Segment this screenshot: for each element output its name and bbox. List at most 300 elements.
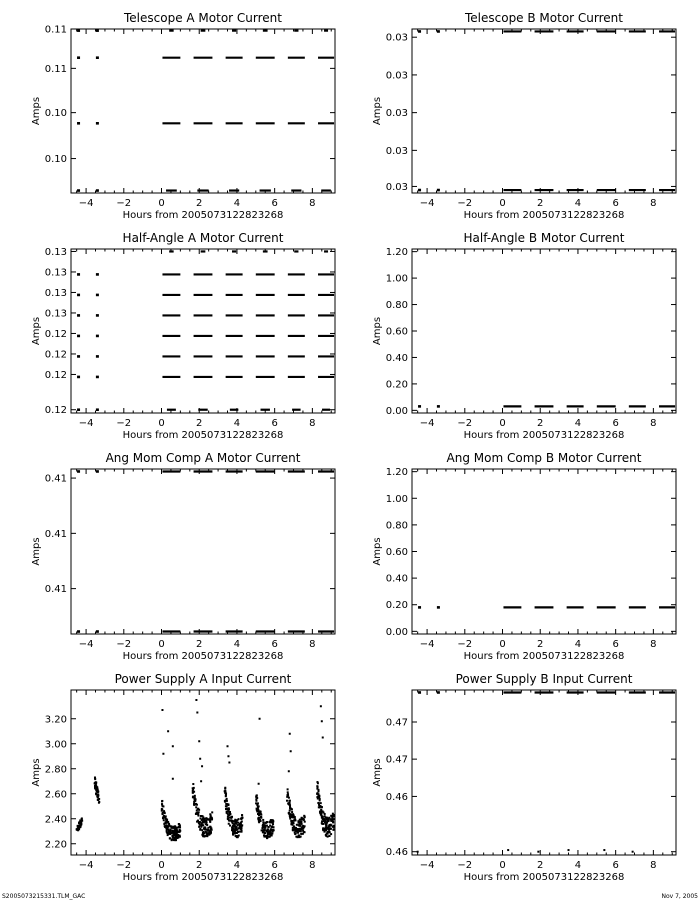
- data-point: [205, 823, 207, 825]
- data-point: [233, 820, 235, 822]
- data-point: [96, 790, 98, 792]
- data-point: [197, 812, 199, 814]
- data-point: [77, 630, 80, 633]
- data-point: [291, 808, 293, 810]
- y-tick-label: 1.00: [385, 493, 408, 505]
- data-point: [229, 825, 231, 827]
- x-tick-label: 0: [158, 418, 165, 429]
- data-point: [292, 820, 294, 822]
- data-point: [240, 825, 242, 827]
- x-axis-label: Hours from 2005073122823268: [463, 872, 625, 883]
- y-tick-label: 0.00: [385, 405, 408, 417]
- data-point: [205, 835, 207, 837]
- x-tick-label: 2: [196, 418, 203, 429]
- data-point: [77, 294, 80, 297]
- data-point: [437, 606, 440, 609]
- y-tick-label: 1.20: [385, 467, 408, 479]
- data-point: [301, 828, 303, 830]
- data-point: [170, 832, 172, 834]
- data-layer: [77, 29, 334, 192]
- y-tick-label: 0.41: [44, 584, 67, 596]
- y-tick-label: 0.80: [385, 300, 408, 312]
- data-point: [200, 817, 202, 819]
- data-point: [225, 795, 227, 797]
- data-point: [177, 836, 179, 838]
- data-point: [300, 836, 302, 838]
- data-point: [230, 819, 232, 821]
- y-tick-label: 0.41: [44, 528, 67, 540]
- y-tick-label: 0.13: [44, 267, 67, 279]
- x-tick-label: 8: [309, 198, 316, 209]
- data-point: [96, 29, 99, 32]
- data-point: [299, 819, 301, 821]
- data-point: [203, 826, 205, 828]
- data-point: [232, 833, 234, 835]
- data-point: [226, 798, 228, 800]
- data-point: [241, 814, 243, 816]
- data-point: [257, 817, 259, 819]
- data-point: [96, 335, 99, 338]
- data-point: [323, 828, 325, 830]
- data-point: [199, 824, 201, 826]
- data-point: [96, 408, 99, 411]
- x-tick-label: 8: [650, 639, 657, 650]
- data-point: [260, 811, 262, 813]
- data-outlier: [603, 849, 605, 851]
- plot-frame: [412, 690, 676, 855]
- x-tick-label: 6: [271, 198, 278, 209]
- data-point: [270, 832, 272, 834]
- x-tick-label: 4: [233, 860, 241, 871]
- y-tick-label: 0.13: [44, 308, 67, 320]
- x-tick-label: 8: [309, 860, 316, 871]
- data-point: [293, 825, 295, 827]
- data-point: [295, 836, 297, 838]
- x-tick-label: −2: [116, 418, 132, 429]
- x-tick-label: 8: [650, 860, 657, 871]
- data-point: [96, 630, 99, 633]
- data-point: [166, 831, 168, 833]
- data-outlier: [321, 720, 323, 722]
- chart-title: Ang Mom Comp A Motor Current: [105, 451, 301, 465]
- data-point: [289, 802, 291, 804]
- data-point: [286, 800, 288, 802]
- data-point: [195, 806, 197, 808]
- data-point: [289, 807, 291, 809]
- data-point: [202, 818, 204, 820]
- data-point: [97, 797, 99, 799]
- data-point: [193, 804, 195, 806]
- y-tick-label: 0.20: [385, 600, 408, 612]
- data-point: [266, 821, 268, 823]
- data-layer: [77, 251, 334, 411]
- x-tick-label: 8: [650, 198, 657, 209]
- data-outlier: [568, 849, 570, 851]
- data-outlier: [198, 740, 200, 742]
- x-tick-label: 4: [233, 639, 241, 650]
- x-tick-label: 4: [233, 198, 241, 209]
- x-tick-label: 4: [574, 198, 582, 209]
- data-point: [333, 828, 335, 830]
- y-tick-label: 0.03: [385, 145, 408, 157]
- data-point: [203, 822, 205, 824]
- data-point: [97, 794, 99, 796]
- data-point: [209, 819, 211, 821]
- data-point: [226, 800, 228, 802]
- data-point: [328, 817, 330, 819]
- data-point: [272, 820, 274, 822]
- data-point: [164, 822, 166, 824]
- y-tick-label: 3.00: [44, 739, 67, 751]
- data-outlier: [195, 699, 197, 701]
- data-point: [77, 56, 80, 59]
- x-tick-label: −2: [116, 860, 132, 871]
- data-point: [298, 836, 300, 838]
- data-point: [316, 781, 318, 783]
- data-point: [168, 830, 170, 832]
- x-tick-label: 6: [271, 860, 278, 871]
- data-point: [198, 822, 200, 824]
- x-tick-label: 8: [309, 418, 316, 429]
- data-point: [322, 816, 324, 818]
- data-point: [255, 800, 257, 802]
- data-point: [262, 824, 264, 826]
- data-point: [229, 817, 231, 819]
- chart-ang-mom-a: [31, 451, 335, 662]
- data-point: [177, 835, 179, 837]
- data-point: [96, 56, 99, 59]
- data-point: [289, 810, 291, 812]
- data-point: [208, 830, 210, 832]
- data-point: [77, 273, 80, 276]
- data-layer: [417, 691, 675, 853]
- y-tick-label: 0.00: [385, 626, 408, 638]
- x-tick-label: 2: [196, 639, 203, 650]
- data-point: [162, 805, 164, 807]
- data-point: [229, 812, 231, 814]
- data-point: [238, 835, 240, 837]
- data-point: [98, 802, 100, 804]
- data-point: [95, 782, 97, 784]
- data-point: [325, 825, 327, 827]
- data-layer: [418, 606, 675, 609]
- data-point: [329, 835, 331, 837]
- y-tick-label: 0.41: [44, 473, 67, 485]
- x-tick-label: −4: [419, 860, 435, 871]
- data-point: [162, 817, 164, 819]
- data-point: [319, 805, 321, 807]
- data-point: [163, 811, 165, 813]
- data-point: [178, 823, 180, 825]
- data-point: [81, 819, 83, 821]
- data-point: [269, 825, 271, 827]
- y-tick-label: 0.60: [385, 326, 408, 338]
- data-point: [327, 828, 329, 830]
- data-point: [237, 822, 239, 824]
- data-point: [240, 823, 242, 825]
- data-point: [437, 30, 440, 33]
- data-point: [201, 829, 203, 831]
- chart-title: Half-Angle A Motor Current: [122, 231, 284, 245]
- x-tick-label: −4: [78, 418, 94, 429]
- data-point: [162, 813, 164, 815]
- x-axis-label: Hours from 2005073122823268: [463, 651, 625, 662]
- data-point: [258, 819, 260, 821]
- data-outlier: [417, 851, 419, 853]
- x-tick-label: 6: [612, 639, 619, 650]
- data-point: [96, 470, 99, 473]
- x-tick-label: −2: [457, 639, 473, 650]
- data-outlier: [167, 730, 169, 732]
- data-point: [418, 30, 421, 33]
- data-outlier: [228, 762, 230, 764]
- data-point: [166, 826, 168, 828]
- x-tick-label: 4: [574, 418, 582, 429]
- y-tick-label: 1.00: [385, 273, 408, 285]
- chart-title: Telescope B Motor Current: [464, 11, 624, 25]
- y-axis-label: Amps: [372, 96, 383, 126]
- chart-telescope-b: [372, 11, 676, 221]
- data-point: [237, 831, 239, 833]
- data-point: [228, 819, 230, 821]
- data-point: [437, 189, 440, 192]
- y-tick-label: 2.40: [44, 814, 67, 826]
- y-tick-label: 0.47: [385, 754, 408, 766]
- y-axis-label: Amps: [31, 758, 42, 787]
- data-point: [199, 828, 201, 830]
- data-point: [418, 405, 421, 408]
- y-tick-label: 0.46: [385, 791, 408, 803]
- data-point: [227, 803, 229, 805]
- x-tick-label: 2: [196, 860, 203, 871]
- data-point: [328, 824, 330, 826]
- data-point: [172, 832, 174, 834]
- data-layer: [77, 470, 334, 633]
- data-point: [210, 827, 212, 829]
- y-tick-label: 0.12: [44, 369, 67, 381]
- data-point: [289, 800, 291, 802]
- data-point: [206, 833, 208, 835]
- y-tick-label: 0.40: [385, 573, 408, 585]
- y-tick-label: 0.11: [44, 24, 67, 36]
- data-outlier: [227, 745, 229, 747]
- data-point: [77, 29, 80, 32]
- data-point: [268, 833, 270, 835]
- data-outlier: [322, 737, 324, 739]
- data-point: [227, 814, 229, 816]
- data-point: [224, 801, 226, 803]
- data-point: [232, 823, 234, 825]
- data-point: [260, 814, 262, 816]
- data-point: [236, 829, 238, 831]
- y-tick-label: 2.80: [44, 764, 67, 776]
- data-point: [194, 799, 196, 801]
- data-point: [174, 830, 176, 832]
- y-tick-label: 3.20: [44, 714, 67, 726]
- data-point: [256, 809, 258, 811]
- data-point: [77, 335, 80, 338]
- data-point: [333, 826, 335, 828]
- data-point: [205, 821, 207, 823]
- data-point: [233, 828, 235, 830]
- data-point: [163, 815, 165, 817]
- x-tick-label: −4: [419, 418, 435, 429]
- data-point: [262, 829, 264, 831]
- data-point: [321, 820, 323, 822]
- x-tick-label: 4: [233, 418, 241, 429]
- data-point: [321, 806, 323, 808]
- data-point: [161, 800, 163, 802]
- data-point: [303, 815, 305, 817]
- data-point: [316, 793, 318, 795]
- data-point: [318, 802, 320, 804]
- data-point: [322, 811, 324, 813]
- data-outlier: [162, 753, 164, 755]
- data-point: [263, 826, 265, 828]
- data-point: [175, 835, 177, 837]
- y-tick-label: 0.12: [44, 328, 67, 340]
- data-point: [262, 821, 264, 823]
- data-outlier: [290, 750, 292, 752]
- y-tick-label: 2.20: [44, 839, 67, 851]
- data-point: [164, 825, 166, 827]
- data-point: [299, 828, 301, 830]
- data-point: [330, 815, 332, 817]
- x-tick-label: 8: [309, 639, 316, 650]
- data-point: [96, 294, 99, 297]
- x-tick-label: 6: [271, 639, 278, 650]
- plot-frame: [412, 469, 676, 634]
- x-tick-label: 0: [158, 639, 165, 650]
- y-tick-label: 0.10: [44, 108, 67, 120]
- data-point: [331, 819, 333, 821]
- data-point: [292, 829, 294, 831]
- data-point: [273, 826, 275, 828]
- data-point: [174, 838, 176, 840]
- data-point: [207, 827, 209, 829]
- data-point: [301, 823, 303, 825]
- x-tick-label: 6: [612, 860, 619, 871]
- data-point: [171, 827, 173, 829]
- data-point: [319, 811, 321, 813]
- data-point: [257, 802, 259, 804]
- data-point: [270, 829, 272, 831]
- data-point: [77, 408, 80, 411]
- data-point: [195, 803, 197, 805]
- y-axis-label: Amps: [31, 316, 42, 346]
- data-point: [294, 816, 296, 818]
- data-point: [202, 833, 204, 835]
- x-tick-label: 0: [499, 860, 506, 871]
- y-axis-label: Amps: [31, 96, 42, 126]
- data-point: [295, 819, 297, 821]
- data-point: [96, 314, 99, 317]
- data-point: [321, 823, 323, 825]
- data-point: [231, 816, 233, 818]
- data-layer: [418, 405, 675, 408]
- data-point: [97, 799, 99, 801]
- data-point: [267, 826, 269, 828]
- data-point: [225, 805, 227, 807]
- data-point: [264, 836, 266, 838]
- y-axis-label: Amps: [31, 537, 42, 566]
- x-axis-label: Hours from 2005073122823268: [122, 210, 284, 221]
- data-point: [168, 825, 170, 827]
- y-tick-label: 0.47: [385, 717, 408, 729]
- data-point: [96, 786, 98, 788]
- data-point: [330, 833, 332, 835]
- x-tick-label: −2: [116, 198, 132, 209]
- data-point: [200, 815, 202, 817]
- data-point: [206, 818, 208, 820]
- data-point: [172, 830, 174, 832]
- y-tick-label: 0.40: [385, 352, 408, 364]
- y-axis-label: Amps: [372, 316, 383, 346]
- data-point: [327, 818, 329, 820]
- data-point: [241, 827, 243, 829]
- x-tick-label: 8: [650, 418, 657, 429]
- data-point: [178, 826, 180, 828]
- data-point: [324, 813, 326, 815]
- data-point: [202, 824, 204, 826]
- data-point: [258, 812, 260, 814]
- data-point: [325, 835, 327, 837]
- data-point: [260, 816, 262, 818]
- data-point: [328, 831, 330, 833]
- data-point: [296, 824, 298, 826]
- data-point: [232, 831, 234, 833]
- y-tick-label: 0.03: [385, 108, 408, 120]
- x-tick-label: 0: [158, 198, 165, 209]
- x-tick-label: −4: [419, 639, 435, 650]
- data-point: [296, 832, 298, 834]
- chart-title: Ang Mom Comp B Motor Current: [446, 451, 642, 465]
- x-tick-label: −4: [78, 198, 94, 209]
- data-point: [294, 829, 296, 831]
- data-point: [329, 828, 331, 830]
- x-axis-label: Hours from 2005073122823268: [122, 430, 284, 441]
- data-outlier: [199, 758, 201, 760]
- data-point: [418, 189, 421, 192]
- data-point: [303, 831, 305, 833]
- data-point: [196, 821, 198, 823]
- data-point: [304, 821, 306, 823]
- data-outlier: [172, 745, 174, 747]
- x-tick-label: −2: [116, 639, 132, 650]
- data-point: [268, 821, 270, 823]
- x-axis-label: Hours from 2005073122823268: [463, 210, 625, 221]
- x-tick-label: −2: [457, 418, 473, 429]
- x-tick-label: 2: [537, 860, 544, 871]
- data-point: [96, 122, 99, 125]
- y-tick-label: 0.12: [44, 405, 67, 417]
- chart-telescope-a: [31, 11, 335, 221]
- data-point: [333, 815, 335, 817]
- data-point: [298, 824, 300, 826]
- x-tick-label: 4: [574, 639, 582, 650]
- data-point: [198, 826, 200, 828]
- x-tick-label: 0: [158, 860, 165, 871]
- data-point: [228, 823, 230, 825]
- data-point: [236, 819, 238, 821]
- data-point: [193, 801, 195, 803]
- data-point: [286, 794, 288, 796]
- data-point: [79, 823, 81, 825]
- data-point: [292, 815, 294, 817]
- y-tick-label: 2.60: [44, 789, 67, 801]
- data-point: [418, 691, 421, 694]
- data-point: [172, 836, 174, 838]
